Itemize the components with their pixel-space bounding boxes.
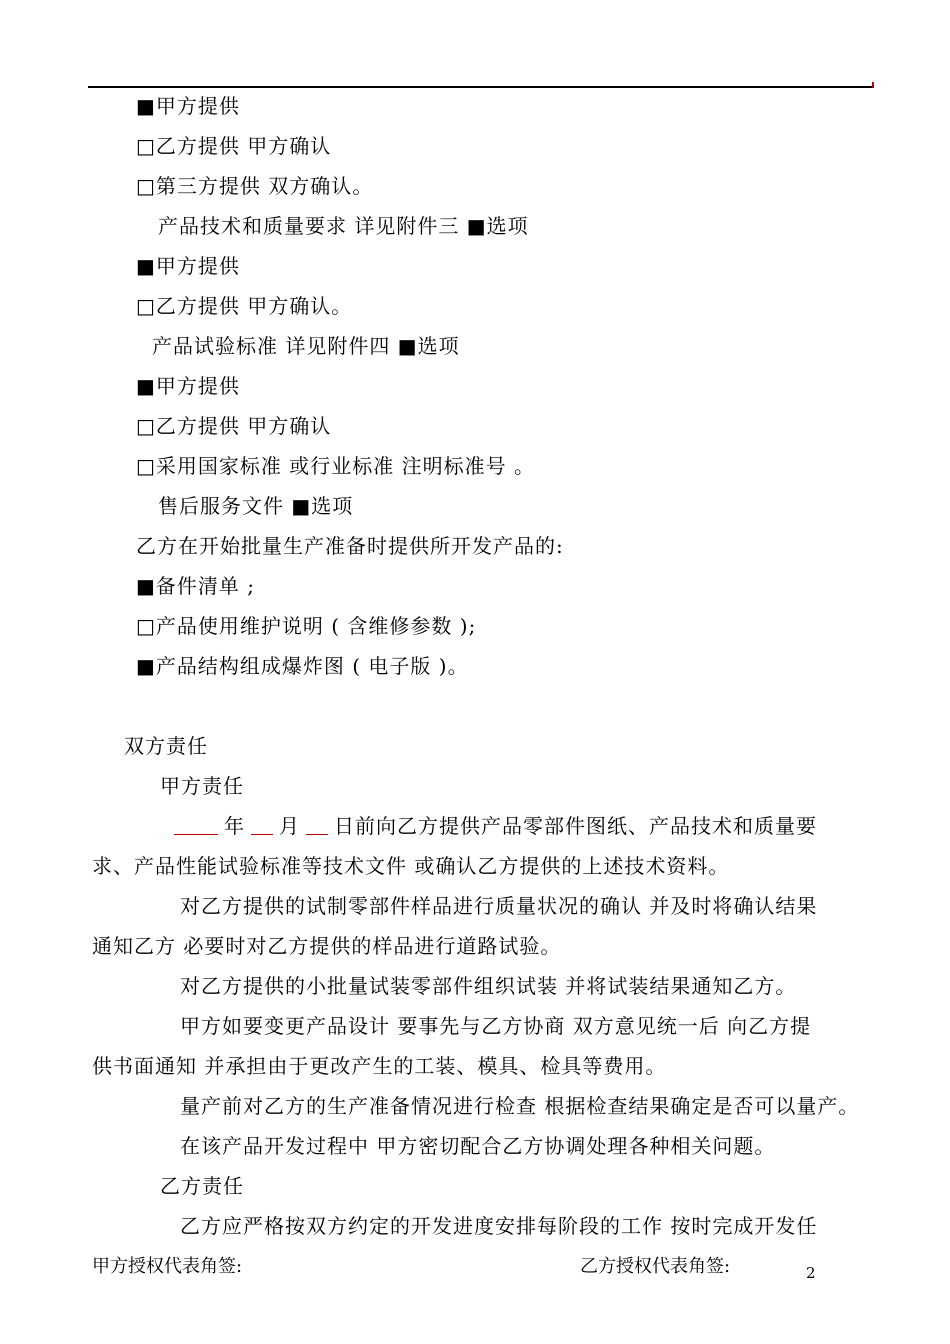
body-text: 乙方在开始批量生产准备时提供所开发产品的:: [136, 534, 564, 558]
option-line: □产品使用维护说明 ( 含维修参数 );: [136, 614, 477, 638]
body-text: 供书面通知 并承担由于更改产生的工装、模具、检具等费用。: [92, 1054, 667, 1078]
option-line: ■备件清单 ;: [136, 574, 255, 598]
body-text: 乙方应严格按双方约定的开发进度安排每阶段的工作 按时完成开发任: [180, 1214, 818, 1238]
body-text: 对乙方提供的小批量试装零部件组织试装 并将试装结果通知乙方。: [180, 974, 797, 998]
option-line: ■甲方提供: [136, 254, 240, 278]
option-line: ■甲方提供: [136, 374, 240, 398]
option-line: □乙方提供 甲方确认。: [136, 294, 353, 318]
option-line: □采用国家标准 或行业标准 注明标准号 。: [136, 454, 535, 478]
header-rule-mark: [872, 82, 874, 88]
year-blank[interactable]: [174, 816, 218, 835]
page-number: 2: [806, 1264, 816, 1282]
month-blank[interactable]: [251, 816, 273, 835]
footer-left-signature: 甲方授权代表角签:: [92, 1256, 243, 1277]
body-text: 对乙方提供的试制零部件样品进行质量状况的确认 并及时将确认结果: [180, 894, 818, 918]
header-rule: [88, 86, 874, 88]
section-heading: 双方责任: [124, 734, 208, 758]
section-heading: 产品技术和质量要求 详见附件三 ■选项: [158, 214, 529, 238]
section-heading: 售后服务文件 ■选项: [158, 494, 354, 518]
option-line: ■产品结构组成爆炸图 ( 电子版 )。: [136, 654, 469, 678]
footer-right-signature: 乙方授权代表角签:: [580, 1256, 731, 1277]
option-line: □第三方提供 双方确认。: [136, 174, 374, 198]
option-line: ■甲方提供: [136, 94, 240, 118]
body-text: 求、产品性能试验标准等技术文件 或确认乙方提供的上述技术资料。: [92, 854, 730, 878]
option-line: □乙方提供 甲方确认: [136, 414, 332, 438]
body-text: 甲方如要变更产品设计 要事先与乙方协商 双方意见统一后 向乙方提: [180, 1014, 812, 1038]
subsection-heading: 乙方责任: [160, 1174, 244, 1198]
day-blank[interactable]: [306, 816, 328, 835]
option-line: □乙方提供 甲方确认: [136, 134, 332, 158]
body-text: 通知乙方 必要时对乙方提供的样品进行道路试验。: [92, 934, 562, 958]
subsection-heading: 甲方责任: [160, 774, 244, 798]
body-text: 量产前对乙方的生产准备情况进行检查 根据检查结果确定是否可以量产。: [180, 1094, 860, 1118]
section-heading: 产品试验标准 详见附件四 ■选项: [152, 334, 460, 358]
date-line: 年 月 日前向乙方提供产品零部件图纸、产品技术和质量要: [168, 814, 817, 838]
body-text: 在该产品开发过程中 甲方密切配合乙方协调处理各种相关问题。: [180, 1134, 776, 1158]
